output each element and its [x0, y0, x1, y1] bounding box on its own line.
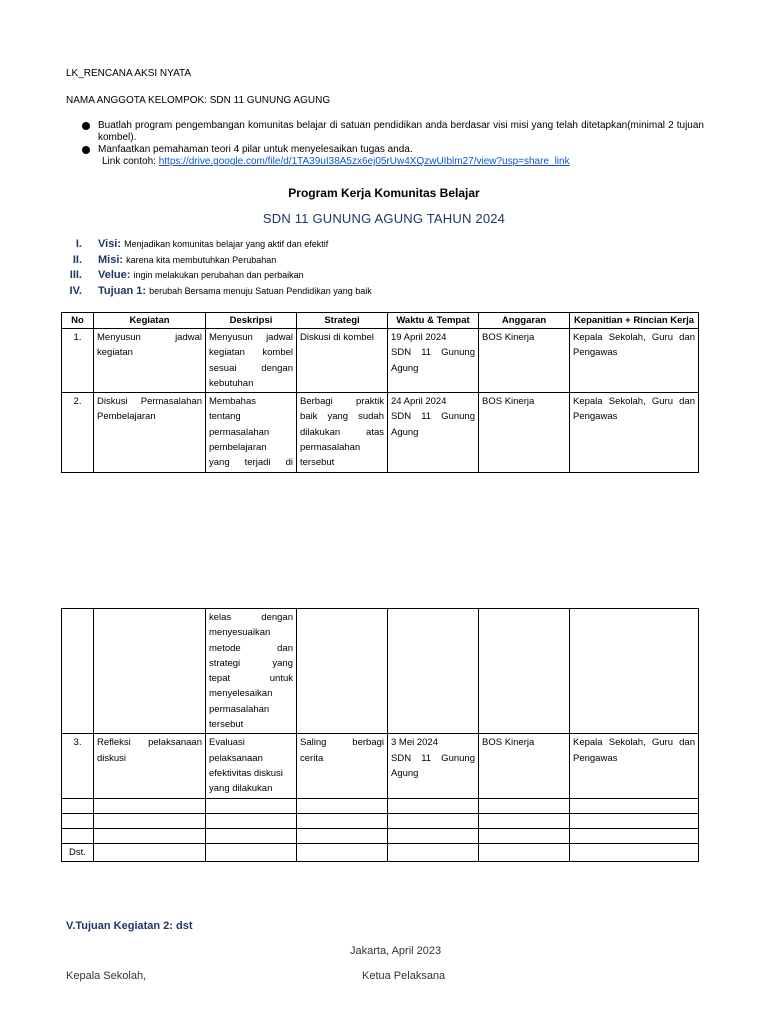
- value-label: Velue:: [98, 269, 131, 281]
- strategy-cell: Saling berbagi cerita: [297, 734, 388, 798]
- row-number: 1.: [62, 329, 94, 393]
- link-label: Link contoh:: [102, 156, 156, 167]
- column-header: Kepanitian + Rincian Kerja: [570, 313, 699, 329]
- bullet-icon: [82, 122, 90, 130]
- instruction-item: Manfaatkan pemahaman teori 4 pilar untuk menyelesaikan tugas anda.: [82, 144, 704, 156]
- mission-text: karena kita membutuhkan Perubahan: [126, 254, 277, 265]
- vision-label: Visi:: [98, 238, 122, 250]
- row-number: 3.: [62, 734, 94, 798]
- page-title: Program Kerja Komunitas Belajar: [288, 186, 480, 200]
- column-header: Deskripsi: [206, 313, 297, 329]
- place-date: Jakarta, April 2023: [350, 945, 442, 957]
- table-row: [62, 734, 699, 798]
- committee-cell: Kepala Sekolah, Guru dan Pengawas: [570, 329, 699, 393]
- value-text: ingin melakukan perubahan dan perbaikan: [133, 270, 304, 280]
- row-number: Dst.: [62, 843, 94, 861]
- signature-chairperson: Ketua Pelaksana: [362, 970, 446, 982]
- activity-cell: Refleksi pelaksanaan diskusi: [94, 734, 206, 798]
- table-row: [62, 393, 699, 472]
- budget-cell: BOS Kinerja: [479, 734, 570, 798]
- time-place-cell: 19 April 2024 SDN 11 Gunung Agung: [388, 329, 479, 393]
- page-subtitle: SDN 11 GUNUNG AGUNG TAHUN 2024: [262, 211, 506, 226]
- empty-table-row: [62, 813, 699, 828]
- committee-cell: Kepala Sekolah, Guru dan Pengawas: [570, 393, 699, 472]
- empty-table-row: [62, 798, 699, 813]
- activity-cell: Diskusi Permasalahan Pembelajaran: [94, 393, 206, 472]
- signature-principal: Kepala Sekolah,: [66, 970, 147, 982]
- table-header-row: [62, 313, 699, 329]
- column-header: Kegiatan: [94, 313, 206, 329]
- table-row-dst: [62, 843, 699, 861]
- goal-label: Tujuan 1:: [98, 284, 147, 297]
- description-cell: Evaluasi pelaksanaan efektivitas diskusi yang dilakukan: [206, 734, 297, 798]
- instruction-item: Buatlah program pengembangan komunitas belajar di satuan pendidikan anda berdasar visi misi yang telah ditetapkan(minimal 2 tujuan kombel).: [82, 120, 704, 144]
- time-place-cell: 24 April 2024 SDN 11 Gunung Agung: [388, 393, 479, 472]
- table-row: [62, 609, 699, 734]
- description-cell: kelas dengan menyesuaikan metode dan strategi yang tepat untuk menyelesaikan permasalahan tersebut: [206, 609, 297, 734]
- mission-label: Misi:: [98, 253, 124, 266]
- budget-cell: BOS Kinerja: [479, 393, 570, 472]
- goal-2-heading: V.Tujuan Kegiatan 2: dst: [66, 920, 193, 932]
- activity-cell: Menyusun jadwal kegiatan: [94, 329, 206, 393]
- example-link-line: [82, 156, 704, 168]
- vision-text: Menjadikan komunitas belajar yang aktif dan efektif: [124, 239, 329, 249]
- description-cell: Menyusun jadwal kegiatan kombel sesuai dengan kebutuhan: [206, 329, 297, 393]
- worksheet-label: LK_RENCANA AKSI NYATA: [66, 68, 192, 79]
- bullet-icon: [82, 146, 90, 154]
- program-table-continued: [61, 608, 699, 862]
- program-table: [61, 312, 699, 473]
- row-number: 2.: [62, 393, 94, 472]
- column-header: Strategi: [297, 313, 388, 329]
- column-header: No: [62, 313, 94, 329]
- goal-text: berubah Bersama menuju Satuan Pendidikan yang baik: [149, 285, 372, 296]
- instruction-list: [82, 120, 704, 168]
- description-cell: Membahas tentang permasalahan pembelajaran yang terjadi di: [206, 393, 297, 472]
- group-members-line: NAMA ANGGOTA KELOMPOK: SDN 11 GUNUNG AGUNG: [66, 95, 331, 106]
- budget-cell: BOS Kinerja: [479, 329, 570, 393]
- example-link[interactable]: https://drive.google.com/file/d/1TA39uI38A5zx6ej05rUw4XQzwUIblm27/view?usp=share_link: [158, 156, 570, 167]
- strategy-cell: Berbagi praktik baik yang sudah dilakukan atas permasalahan tersebut: [297, 393, 388, 472]
- strategy-cell: Diskusi di kombel: [297, 329, 388, 393]
- empty-table-row: [62, 828, 699, 843]
- table-row: [62, 329, 699, 393]
- column-header: Anggaran: [479, 313, 570, 329]
- column-header: Waktu & Tempat: [388, 313, 479, 329]
- committee-cell: Kepala Sekolah, Guru dan Pengawas: [570, 734, 699, 798]
- time-place-cell: 3 Mei 2024 SDN 11 Gunung Agung: [388, 734, 479, 798]
